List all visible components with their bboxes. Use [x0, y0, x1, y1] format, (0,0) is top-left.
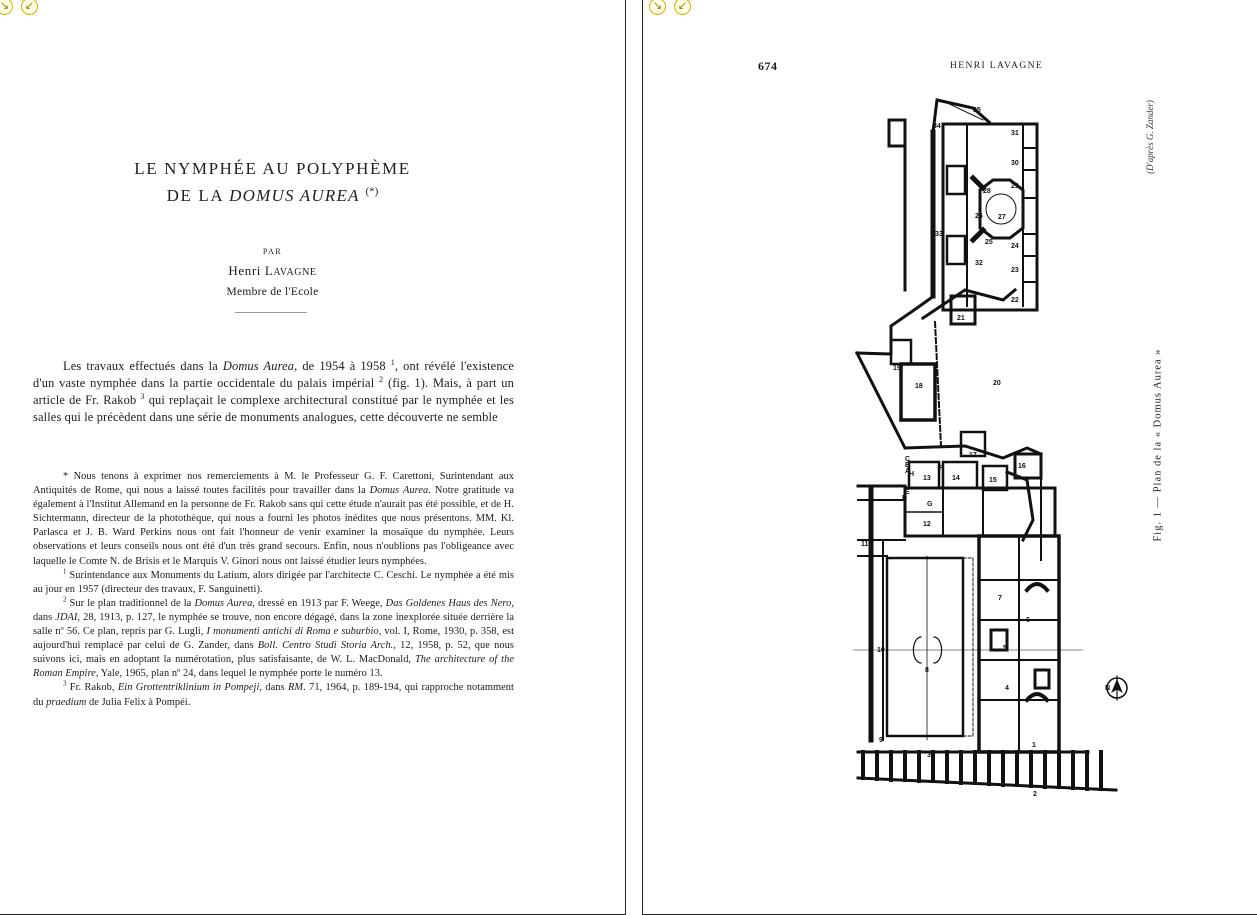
- footnote-paragraph: $^2$ Sur le plan traditionnel de la Domus Aurea, dressé en 1913 par F. Weege, Das Goldenes Haus des Nero, dans JDAI, 28, 1913, p. 127, le nymphée se trouve, non encore dégagé, dans la zone inexplorée située derrière la salle nº 56. Ce plan, repris par G. Lugli, I monumenti antichi di Roma e suburbio, vol. I, Rome, 1930, p. 358, est aujourd'hui remplacé par celui de G. Zander, dans Boll. Centro Studi Storia Arch., 12, 1958, p. 52, que nous suivons ici, mais en adoptant la numérotation, plus satisfaisante, de W. L. MacDonald, The architecture of the Roman Empire, Yale, 1965, plan nº 24, dans lequel le nymphée porte le numéro 13.: [33, 596, 515, 680]
- back-circle-icon[interactable]: ↘: [0, 0, 13, 15]
- svg-text:35: 35: [973, 107, 981, 114]
- svg-text:33: 33: [935, 231, 943, 238]
- svg-text:14: 14: [952, 475, 960, 482]
- svg-text:2: 2: [1033, 791, 1037, 798]
- svg-text:6: 6: [1026, 617, 1030, 624]
- article-title-line2: DE LA DOMUS AUREA (*): [166, 185, 379, 205]
- svg-text:B: B: [905, 462, 911, 469]
- svg-text:4: 4: [1005, 685, 1009, 692]
- svg-text:A: A: [905, 468, 911, 475]
- svg-text:H: H: [909, 471, 915, 478]
- separator-rule: [235, 312, 307, 313]
- footnotes: [33, 470, 514, 710]
- page-gutter: [626, 0, 641, 915]
- svg-text:5: 5: [1003, 645, 1007, 652]
- svg-text:34: 34: [933, 123, 941, 130]
- svg-text:7: 7: [998, 595, 1002, 602]
- svg-text:1: 1: [1032, 742, 1036, 749]
- floor-plan-figure: [643, 0, 1257, 915]
- by-label: PAR: [262, 247, 283, 256]
- svg-text:28: 28: [983, 188, 991, 195]
- svg-text:F: F: [939, 465, 944, 472]
- svg-text:17: 17: [969, 452, 977, 459]
- svg-text:11: 11: [861, 541, 869, 548]
- svg-text:29: 29: [1011, 183, 1019, 190]
- left-page: [0, 0, 626, 915]
- footnote-paragraph: $^3$ Fr. Rakob, Ein Grottentriklinium in Pompeji, dans RM. 71, 1964, p. 189-194, qui rapproche notamment du praedium de Julia Felix à Pompéi.: [33, 680, 514, 708]
- svg-text:32: 32: [975, 260, 983, 267]
- back-circle-icon[interactable]: ↘: [649, 0, 666, 15]
- svg-text:30: 30: [1011, 160, 1019, 167]
- svg-text:25: 25: [985, 239, 993, 246]
- svg-text:23: 23: [1011, 267, 1019, 274]
- right-page: [642, 0, 1257, 915]
- running-head: HENRI LAVAGNE: [950, 61, 1044, 71]
- article-title-line1: LE NYMPHÉE AU POLYPHÈME: [134, 159, 411, 178]
- svg-text:N: N: [1105, 685, 1111, 692]
- svg-text:26: 26: [975, 213, 983, 220]
- author-name: Henri LAVAGNE: [228, 263, 317, 278]
- title-footnote-mark: (*): [365, 185, 379, 198]
- svg-text:21: 21: [957, 315, 965, 322]
- svg-text:18: 18: [915, 383, 923, 390]
- svg-text:20: 20: [993, 380, 1001, 387]
- svg-text:27: 27: [998, 214, 1006, 221]
- svg-text:22: 22: [1011, 297, 1019, 304]
- svg-text:31: 31: [1011, 130, 1019, 137]
- svg-text:G: G: [927, 501, 933, 508]
- svg-text:D: D: [902, 495, 908, 502]
- svg-text:10: 10: [877, 647, 885, 654]
- author-affiliation: Membre de l'Ecole: [226, 286, 319, 298]
- svg-text:9: 9: [879, 737, 883, 744]
- body-text: [33, 358, 514, 426]
- svg-text:15: 15: [989, 477, 997, 484]
- footnote-paragraph: * Nous tenons à exprimer nos remerciements à M. le Professeur G. F. Carettoni, Surintendant aux Antiquités de Rome, qui nous a laissé toutes facilités pour travailler dans la Domus Aurea. Notre gratitude va également à l'Institut Allemand en la personne de Fr. Rakob sans qui cette étude n'aurait pas été possible, et de H. Sichtermann, directeur de la photothèque, qui nous a fourni les photos inédites que nous présentons. MM. Kl. Parlasca et J. B. Ward Perkins nous ont fait l'honneur de venir examiner la mosaïque du nymphée. Leurs observations et leurs conseils nous ont été d'un très grand secours. Enfin, nous n'oublions pas l'obligeance avec laquelle le Comte N. de Brisis et le Marquis V. Ginori nous ont laissé étudier leurs nymphées.: [33, 471, 514, 567]
- svg-text:8: 8: [925, 667, 929, 674]
- svg-text:13: 13: [923, 475, 931, 482]
- svg-text:C: C: [905, 456, 911, 463]
- svg-text:3: 3: [927, 752, 931, 759]
- forward-circle-icon[interactable]: ↙: [674, 0, 691, 15]
- svg-text:24: 24: [1011, 243, 1019, 250]
- svg-text:19: 19: [893, 365, 901, 372]
- svg-text:16: 16: [1018, 463, 1026, 470]
- figure-credit: (D'après G. Zander): [1145, 100, 1155, 174]
- footnote-paragraph: $^1$ Surintendance aux Monuments du Latium, alors dirigée par l'architecte C. Ceschi. Le nymphée a été mis au jour en 1957 (directeur des travaux, F. Sanguinetti).: [33, 568, 514, 595]
- body-paragraph: Les travaux effectués dans la Domus Aurea, de 1954 à 1958 $^1$, ont révélé l'existence d'un vaste nymphée dans la partie occidentale du palais impérial $^2$ (fig. 1). Mais, à part un article de Fr. Rakob $^3$ qui replaçait le complexe architectural constitué par le nymphée et les salles qui le précèdent dans une série de monuments analogues, cette découverte ne semble: [33, 357, 515, 424]
- page-number: 674: [758, 59, 778, 73]
- figure-caption: Fig. 1 — Plan de la « Domus Aurea »: [1152, 348, 1164, 542]
- svg-text:E: E: [905, 489, 910, 496]
- svg-text:12: 12: [923, 521, 931, 528]
- forward-circle-icon[interactable]: ↙: [21, 0, 38, 15]
